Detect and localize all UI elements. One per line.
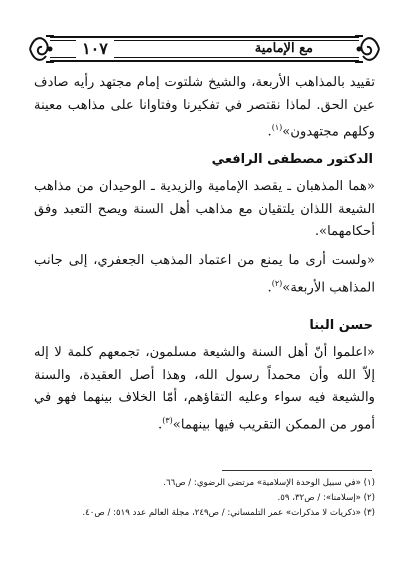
section-heading-banna: حسن البنا [309, 318, 373, 333]
header-rule-bottom [50, 60, 359, 62]
paragraph-3-text: «ولست أرى ما يمنع من اعتماد المذهب الجعفري، إلى جانب المذاهب الأربعة» [34, 253, 375, 295]
paragraph-4-text: «اعلموا أنّ أهل السنة والشيعة مسلمون، تجمعهم كلمة لا إله إلاّ الله وأن محمداً رسول الله، وهذا أصل العقيدة، والسنة والشيعة فيه سواء وعليه التقاؤهم، أمّا الخلاف بينهما فهو في أمور من الممكن التقريب فيها بينهما» [34, 345, 375, 432]
footnote-ref-1: (١) [271, 123, 283, 132]
footnote-1: (١) «في سبيل الوحدة الإسلامية» مرتضى الرضوي: / ص٦٦. [163, 478, 375, 488]
header-rule-top [50, 36, 359, 38]
paragraph-4: «اعلموا أنّ أهل السنة والشيعة مسلمون، تجمعهم كلمة لا إله إلاّ الله وأن محمداً رسول الله، وهذا أصل العقيدة، والسنة والشيعة فيه سواء وعليه التقاؤهم، أمّا الخلاف بينهما فهو في أمور من الممكن التقريب فيها بينهما»$^{(٣)}$. [34, 345, 375, 432]
page-number: ١٠٧ [76, 39, 114, 58]
page-header [28, 32, 381, 66]
ornament-right-icon [355, 32, 381, 66]
paragraph-3: «ولست أرى ما يمنع من اعتماد المذهب الجعفري، إلى جانب المذاهب الأربعة»$^{(٢)}$. [34, 253, 375, 295]
footnotes [34, 476, 375, 521]
footnote-2: (٢) «إسلامنا»: / ص٣٢، ٥٩. [277, 493, 375, 503]
footnote-3: (٣) «ذكريات لا مذكرات» عمر التلمساني: / ص٢٤٩، مجلة العالم عدد ٥١٩: / ص٤٠. [82, 508, 375, 518]
paragraph-1: تقييد بالمذاهب الأربعة، والشيخ شلتوت إمام مجتهد رأيه صادف عين الحق. لماذا نقتصر في تفكيرنا وفتاوانا على مذاهب معينة وكلهم مجتهدون»$^{(١)}$. [34, 75, 375, 140]
section-heading-rafii: الدكتور مصطفى الرافعي [211, 152, 373, 167]
paragraph-2: «هما المذهبان ـ يقصد الإمامية والزيدية ـ الوحيدان من مذاهب الشيعة اللذان يلتقيان مع مذاهب أهل السنة ويصح التعبد وفق أحكامهما». [34, 179, 375, 239]
paragraph-1-text: تقييد بالمذاهب الأربعة، والشيخ شلتوت إمام مجتهد رأيه صادف عين الحق. لماذا نقتصر في تفكيرنا وفتاوانا على مذاهب معينة وكلهم مجتهدون» [34, 75, 375, 140]
running-title: مع الإمامية [249, 41, 319, 56]
footnote-separator [222, 470, 372, 471]
footnote-ref-3: (٣) [162, 415, 173, 425]
footnote-ref-2: (٢) [271, 278, 283, 288]
